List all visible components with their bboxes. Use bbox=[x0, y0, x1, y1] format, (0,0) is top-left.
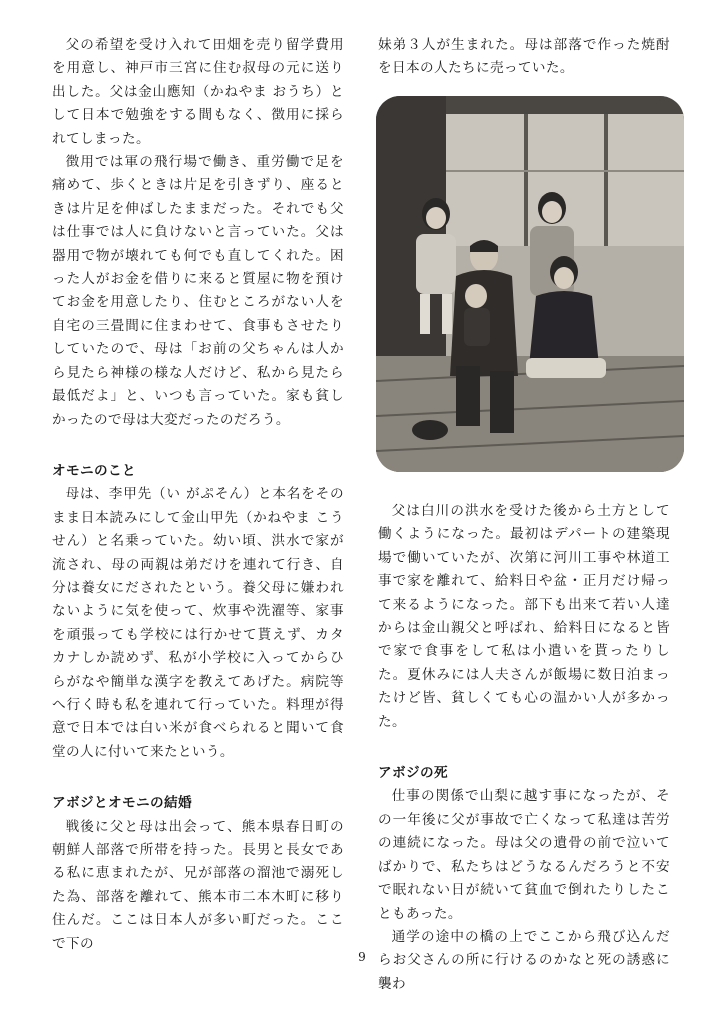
paragraph-marriage: 戦後に父と母は出会って、熊本県春日町の朝鮮人部落で所帯を持った。長男と長女である私に恵まれたが、兄が部落の溜池で溺死した為、部落を離れて、熊本市二本木町に移り住んだ。ここは日本人が多い町だった。ここで下の bbox=[52, 818, 344, 952]
left-column bbox=[52, 34, 344, 956]
paragraph-father-study: 父の希望を受け入れて田畑を売り留学費用を用意し、神戸市三宮に住む叔母の元に送り出した。父は金山應知（かねやま おうち）として日本で勉強をする間もなく、徴用に採られてしまった。 bbox=[52, 37, 344, 147]
paragraph-father-labor: 徴用では軍の飛行場で働き、重労働で足を痛めて、歩くときは片足を引きずり、座るときは片足を伸ばしたままだった。それでも父は仕事では人に負けないと言っていた。父は器用で物が壊れても何でも直してくれた。困った人がお金を借りに来ると質屋に物を預けてお金を用意したり、住むところがない人を自宅の三畳間に住まわせて、食事もさせたりしていたので、母は「お前の父ちゃんは人から見たら神様の様な人だけど、私から見たら最低だよ」と、いつも言っていた。家も貧しかったので母は大変だったのだろう。 bbox=[52, 154, 344, 428]
heading-marriage: アボジとオモニの結婚 bbox=[52, 795, 192, 812]
heading-death: アボジの死 bbox=[378, 765, 448, 782]
right-column bbox=[378, 34, 670, 81]
page-number: 9 bbox=[358, 950, 366, 964]
family-photo bbox=[376, 96, 684, 472]
right-column-lower bbox=[378, 500, 670, 996]
paragraph-father-death: 仕事の関係で山梨に越す事になったが、その一年後に父が事故で亡くなって私達は苦労の連続になった。母は父の遺骨の前で泣いてばかりで、私たちはどうなるんだろうと不安で眠れない日が続いて貧血で倒れたりしたこともあった。 bbox=[378, 788, 670, 922]
paragraph-father-work: 父は白川の洪水を受けた後から土方として働くようになった。最初はデパートの建築現場で働いていたが、次第に河川工事や林道工事で家を離れて、給料日や盆・正月だけ帰って来るようになった。部下も出来て若い人達からは金山親父と呼ばれ、給料日になると皆で家で食事をして私は小遣いを貰ったりした。夏休みには人夫さんが飯場に数日泊まったけど皆、貧しくても心の温かい人が多かった。 bbox=[378, 503, 670, 730]
family-photo-icon bbox=[376, 96, 684, 472]
heading-omoni: オモニのこと bbox=[52, 462, 136, 479]
paragraph-bridge: 通学の途中の橋の上でここから飛び込んだらお父さんの所に行けるのかなと死の誘惑に襲わ bbox=[378, 928, 670, 992]
paragraph-siblings: 妹弟３人が生まれた。母は部落で作った焼酎を日本の人たちに売っていた。 bbox=[378, 37, 670, 77]
paragraph-mother: 母は、李甲先（い がぷそん）と本名をそのまま日本読みにして金山甲先（かねやま こうせん）と名乗っていた。幼い頃、洪水で家が流され、母の両親は弟だけを連れて行き、自分は養女にだされたという。養父母に嫌われないように気を使って、炊事や洗濯等、家事を頑張っても学校には行かせて貰えず、カタカナしか読めず、私が小学校に入ってからひらがなや簡単な漢字を教えてあげた。病院等へ行く時も私を連れて行っていた。料理が得意で日本では白い米が食べられると聞いて食堂の人に付いて来たという。 bbox=[52, 486, 344, 760]
